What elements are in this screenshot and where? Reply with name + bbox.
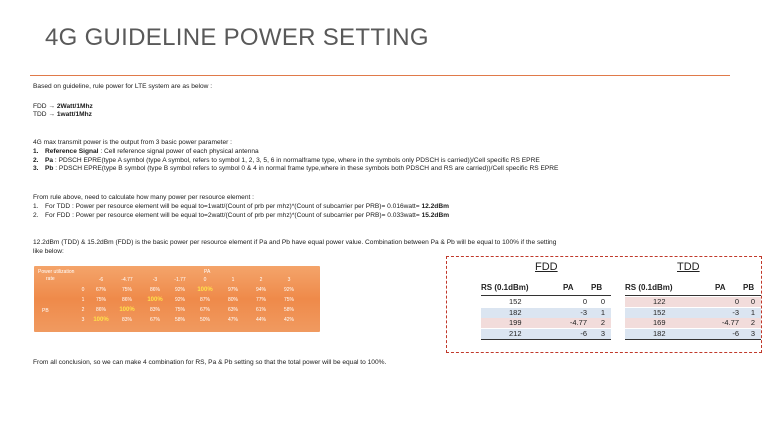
fdd-table-cell: 152	[509, 297, 522, 306]
tdd-table-cell: 152	[653, 307, 666, 317]
pu-pa-label: PA	[204, 269, 211, 275]
pu-label-line1: Power utilization	[38, 269, 75, 275]
fdd-table-cell: 2	[600, 318, 605, 327]
fdd-table-cell: 0	[600, 297, 605, 306]
tdd-table-row	[625, 318, 761, 328]
tdd-table-cell: 3	[750, 328, 755, 338]
pu-pb-value: 2	[81, 307, 85, 313]
pu-cell-value: 92%	[174, 297, 185, 303]
pu-cell-value: 86%	[121, 297, 132, 303]
pu-cell-value: 77%	[255, 297, 266, 303]
pu-cell-value: 94%	[255, 287, 266, 293]
tdd-rule-prefix: TDD →	[33, 111, 57, 118]
tdd-header-cell: PB	[743, 283, 755, 292]
pu-pb-value: 1	[81, 297, 85, 303]
fdd-bottom-rule	[481, 339, 611, 340]
pu-cell-value: 75%	[121, 287, 132, 293]
pu-pa-value: -3	[152, 277, 158, 283]
tdd-table-cell: 169	[653, 318, 666, 327]
param-item: 1. Reference Signal : Cell reference signal power of each physical antenna	[33, 148, 259, 155]
tdd-table-row	[625, 297, 761, 307]
page-title: 4G GUIDELINE POWER SETTING	[45, 24, 429, 51]
pu-pa-value: 3	[287, 277, 291, 283]
tdd-table-cell: 182	[653, 328, 666, 338]
tdd-table-cell: -4.77	[721, 318, 739, 327]
pu-pa-value: -6	[98, 277, 104, 283]
pu-pa-value: 1	[231, 277, 235, 283]
tdd-rule-value: 1watt/1Mhz	[56, 111, 92, 118]
fdd-rule-prefix: FDD →	[33, 103, 57, 110]
title-divider	[30, 75, 730, 76]
calc-item: 1. For TDD : Power per resource element will be equal to=1watt/(Count of prb per mhz)*(Count of subcarrier per PRB)= 0.016watt= 12.2dBm	[33, 203, 449, 210]
fdd-table-row	[481, 329, 611, 339]
pu-cell-value: 83%	[149, 307, 160, 313]
pu-cell-value: 67%	[199, 307, 210, 313]
fdd-rule-value: 2Watt/1Mhz	[56, 103, 93, 110]
pu-cell-value: 83%	[121, 317, 132, 323]
pu-cell-value: 67%	[95, 287, 106, 293]
pu-pb-value: 3	[81, 317, 85, 323]
pu-cell-value: 100%	[119, 307, 135, 313]
pu-cell-value: 63%	[227, 307, 238, 313]
tdd-bottom-rule	[625, 339, 761, 340]
fdd-table-cell: 3	[600, 328, 605, 338]
fdd-table-header	[481, 283, 611, 295]
fdd-table-cell: 0	[582, 297, 587, 306]
tdd-rule	[33, 111, 92, 120]
pu-pb-value: 0	[81, 287, 85, 293]
pu-cell-value: 61%	[255, 307, 266, 313]
param-item: 2. Pa : PDSCH EPRE(type A symbol (type A symbol, refers to symbol 1, 2, 3, 5, 6 in normalframe type, where in the symbols only PDSCH is carried))/Cell specific RS EPRE	[33, 156, 540, 164]
pu-pa-value: -4.77	[121, 277, 133, 283]
pu-pa-value: 0	[203, 277, 207, 283]
tdd-table-cell: 2	[750, 318, 755, 327]
tdd-table-cell: 0	[734, 297, 739, 306]
param-item: 3. Pb : PDSCH EPRE(type B symbol (type B symbol refers to symbol 0 & 4 in normal frame type,where in these symbols both PDSCH and RS are carried))/Cell specific RS EPRE	[33, 165, 559, 173]
pu-cell-value: 67%	[149, 317, 160, 323]
pu-cell-value: 92%	[174, 287, 185, 293]
pu-cell-value: 58%	[283, 307, 294, 313]
pu-pa-value: -1.77	[174, 277, 186, 283]
pu-pa-value: 2	[259, 277, 263, 283]
pu-cell-value: 50%	[199, 317, 210, 323]
pu-cell-value: 42%	[283, 317, 294, 323]
tdd-table	[625, 283, 761, 347]
fdd-table-title: FDD	[535, 261, 558, 273]
fdd-table-cell: -3	[580, 307, 587, 317]
fdd-table-row	[481, 318, 611, 328]
fdd-table-row	[481, 308, 611, 318]
param-list	[33, 148, 558, 174]
fdd-table-cell: 1	[600, 307, 605, 317]
combo-text: 12.2dBm (TDD) & 15.2dBm (FDD) is the basic power per resource element if Pa and Pb have equal power value. Combination between Pa & Pb will be equal to 100% if the setting like below:	[33, 239, 557, 255]
pu-label-line2: rate	[46, 276, 55, 282]
pu-cell-value: 58%	[174, 317, 185, 323]
fdd-header-cell: PB	[591, 283, 603, 292]
pu-cell-value: 47%	[227, 317, 238, 323]
conclusion-text: From all conclusion, so we can make 4 combination for RS, Pa & Pb setting so that the total power will be equal to 100%.	[33, 359, 387, 366]
tdd-table-cell: -3	[732, 307, 739, 317]
max-power-text: 4G max transmit power is the output from 3 basic power parameter :	[33, 139, 232, 146]
pu-cell-value: 100%	[147, 297, 163, 303]
tdd-table-cell: 1	[750, 307, 755, 317]
fdd-table-cell: 199	[509, 318, 522, 327]
pu-cell-value: 92%	[283, 287, 294, 293]
pu-cell-value: 100%	[93, 317, 109, 323]
fdd-table-cell: 212	[509, 328, 522, 338]
pu-cell-value: 75%	[95, 297, 106, 303]
fdd-table-cell: 182	[509, 307, 522, 317]
fdd-header-cell: PA	[563, 283, 574, 292]
pu-cell-value: 86%	[95, 307, 106, 313]
tdd-table-row	[625, 308, 761, 318]
pu-cell-value: 86%	[149, 287, 160, 293]
intro-text: Based on guideline, rule power for LTE system are as below :	[33, 83, 213, 90]
calc-item: 2. For FDD : Power per resource element will be equal to=2watt/(Count of prb per mhz)*(Count of subcarrier per PRB)= 0.033watt= 15.2dBm	[33, 211, 450, 219]
tdd-table-cell: 122	[653, 297, 666, 306]
fdd-header-rule	[481, 295, 611, 296]
tdd-table-cell: -6	[732, 328, 739, 338]
tdd-header-cell: PA	[715, 283, 726, 292]
pu-cell-value: 75%	[174, 307, 185, 313]
pu-cell-value: 44%	[255, 317, 266, 323]
calc-intro-text: From rule above, need to calculate how many power per resource element :	[33, 194, 255, 201]
pu-cell-value: 97%	[227, 287, 238, 293]
tdd-table-row	[625, 329, 761, 339]
pu-cell-value: 87%	[199, 297, 210, 303]
pu-pb-label: PB	[42, 308, 49, 314]
fdd-header-cell: RS (0.1dBm)	[481, 283, 529, 292]
tdd-table-header	[625, 283, 761, 295]
rs-pa-pb-tables	[446, 256, 762, 353]
fdd-table-cell: -4.77	[569, 318, 587, 327]
tdd-header-rule	[625, 295, 761, 296]
tdd-table-title: TDD	[677, 261, 700, 273]
tdd-table-cell: 0	[750, 297, 755, 306]
calc-list	[33, 203, 449, 220]
fdd-table-cell: -6	[580, 328, 587, 338]
fdd-table	[481, 283, 611, 347]
pu-cell-value: 75%	[283, 297, 294, 303]
fdd-table-row	[481, 297, 611, 307]
pu-cell-value: 80%	[227, 297, 238, 303]
pu-cell-value: 100%	[197, 287, 213, 293]
tdd-header-cell: RS (0.1dBm)	[625, 283, 673, 292]
power-utilization-table	[34, 266, 320, 332]
